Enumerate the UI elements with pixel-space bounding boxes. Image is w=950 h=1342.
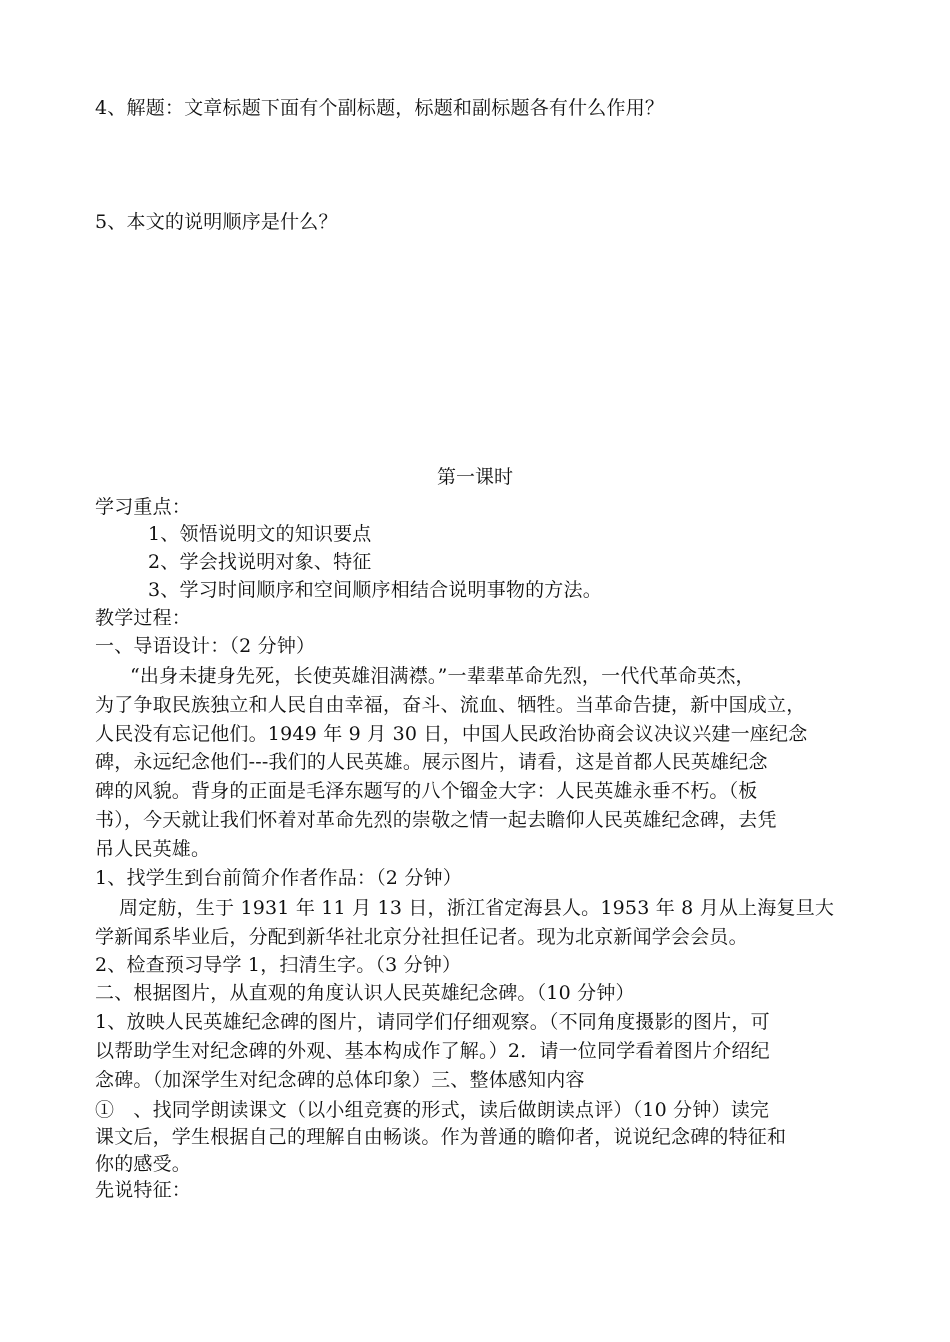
- intro-paragraph-line: 碑，永远纪念他们---我们的人民英雄。展示图片，请看，这是首都人民英雄纪念: [95, 751, 768, 773]
- process-heading: 教学过程：: [95, 607, 192, 629]
- focus-heading: 学习重点：: [95, 496, 192, 518]
- section-3-line: 你的感受。: [95, 1153, 192, 1175]
- author-line: 学新闻系毕业后，分配到新华社北京分社担任记者。现为北京新闻学会会员。: [95, 926, 748, 948]
- intro-paragraph-line: 人民没有忘记他们。1949 年 9 月 30 日，中国人民政治协商会议决议兴建一座纪念: [95, 723, 808, 745]
- intro-heading: 一、导语设计：（2 分钟）: [95, 635, 316, 657]
- lesson-title: 第一课时: [436, 466, 513, 488]
- features-prompt: 先说特征：: [95, 1179, 192, 1201]
- intro-paragraph-line: 为了争取民族独立和人民自由幸福，奋斗、流血、牺牲。当革命告捷，新中国成立，: [95, 694, 806, 716]
- intro-paragraph-line: 书），今天就让我们怀着对革命先烈的崇敬之情一起去瞻仰人民英雄纪念碑，去凭: [95, 809, 777, 831]
- section-2-line: 念碑。（加深学生对纪念碑的总体印象）三、整体感知内容: [95, 1069, 585, 1091]
- section-2-heading: 二、根据图片，从直观的角度认识人民英雄纪念碑。（10 分钟）: [95, 982, 635, 1004]
- question-5: 5、本文的说明顺序是什么？: [95, 211, 338, 233]
- section-3-line: 课文后，学生根据自己的理解自由畅谈。作为普通的瞻仰者，说说纪念碑的特征和: [95, 1126, 787, 1148]
- step-2: 2、检查预习导学 1，扫清生字。（3 分钟）: [95, 954, 462, 976]
- intro-paragraph-line: 吊人民英雄。: [95, 838, 211, 860]
- focus-item: 1、领悟说明文的知识要点: [148, 523, 372, 545]
- focus-item: 3、学习时间顺序和空间顺序相结合说明事物的方法。: [148, 579, 602, 601]
- section-2-line: 以帮助学生对纪念碑的外观、基本构成作了解。）2．请一位同学看着图片介绍纪: [95, 1040, 770, 1062]
- intro-paragraph-line: “出身未捷身先死，长使英雄泪满襟。”一辈辈革命先烈，一代代革命英杰，: [130, 665, 755, 687]
- step-1: 1、找学生到台前简介作者作品：（2 分钟）: [95, 867, 462, 889]
- intro-paragraph-line: 碑的风貌。背身的正面是毛泽东题写的八个镏金大字：人民英雄永垂不朽。（板: [95, 780, 758, 802]
- focus-item: 2、学会找说明对象、特征: [148, 551, 372, 573]
- author-line: 周定舫，生于 1931 年 11 月 13 日，浙江省定海县人。1953 年 8 月从上海复旦大: [119, 897, 835, 919]
- section-2-line: 1、放映人民英雄纪念碑的图片，请同学们仔细观察。（不同角度摄影的图片，可: [95, 1011, 770, 1033]
- question-4: 4、解题：文章标题下面有个副标题，标题和副标题各有什么作用？: [95, 97, 665, 119]
- section-3-line: ① 、找同学朗读课文（以小组竞赛的形式，读后做朗读点评）（10 分钟）读完: [95, 1099, 770, 1121]
